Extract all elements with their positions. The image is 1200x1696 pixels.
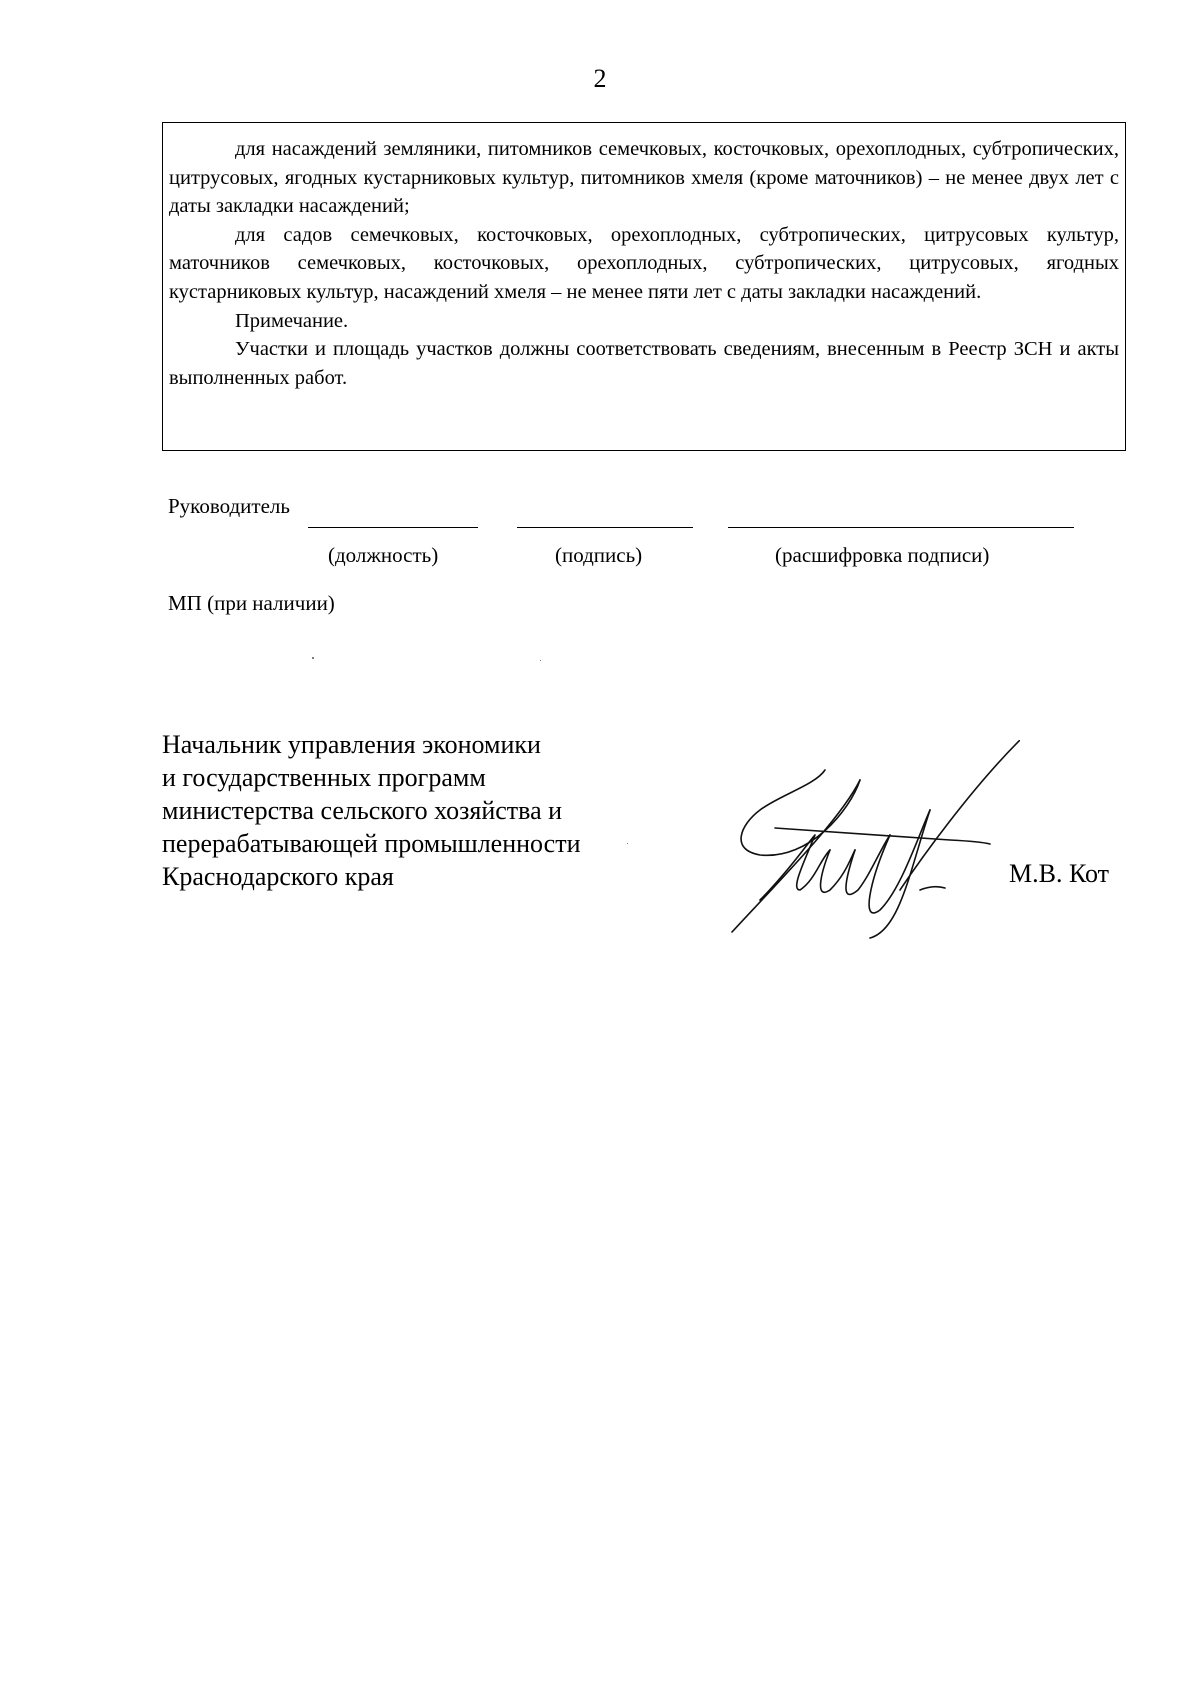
chief-position-line: перерабатывающей промышленности — [162, 829, 581, 858]
scan-speck — [540, 660, 541, 661]
chief-position-line: Краснодарского края — [162, 862, 394, 891]
position-line — [308, 527, 478, 528]
paragraph-orchard-terms: для садов семечковых, косточковых, орехоплодных, субтропических, цитрусовых культур, маточников семечковых, косточковых, орехоплодных, субтропических, цитрусовых, ягодных кустарниковых культур, насаждений хмеля – не менее пяти лет с даты закладки насаждений. — [169, 223, 1119, 303]
chief-name: М.В. Кот — [1009, 859, 1110, 888]
handwritten-signature — [720, 740, 1020, 940]
chief-position-line: министерства сельского хозяйства и — [162, 796, 563, 825]
position-caption: (должность) — [328, 543, 439, 567]
stamp-label: МП (при наличии) — [168, 591, 335, 615]
decoding-line — [728, 527, 1074, 528]
conditions-box — [162, 122, 1126, 451]
signature-line — [517, 527, 693, 528]
page-number: 2 — [593, 64, 607, 93]
decoding-caption: (расшифровка подписи) — [775, 543, 990, 567]
paragraph-strawberry-terms: для насаждений земляники, питомников семечковых, косточковых, орехоплодных, субтропических, цитрусовых, ягодных кустарниковых культур, питомников хмеля (кроме маточников) – не менее двух лет с даты закладки насаждений; — [169, 138, 1119, 218]
scan-speck — [312, 657, 314, 659]
signature-caption: (подпись) — [555, 543, 643, 567]
scan-speck — [627, 843, 628, 844]
note-heading: Примечание. — [235, 309, 349, 332]
chief-position-block — [162, 728, 581, 893]
head-label: Руководитель — [168, 494, 290, 518]
chief-position-line: Начальник управления экономики — [162, 730, 541, 759]
chief-position-line: и государственных программ — [162, 763, 486, 792]
note-text: Участки и площадь участков должны соответствовать сведениям, внесенным в Реестр ЗСН и акты выполненных работ. — [169, 338, 1119, 389]
